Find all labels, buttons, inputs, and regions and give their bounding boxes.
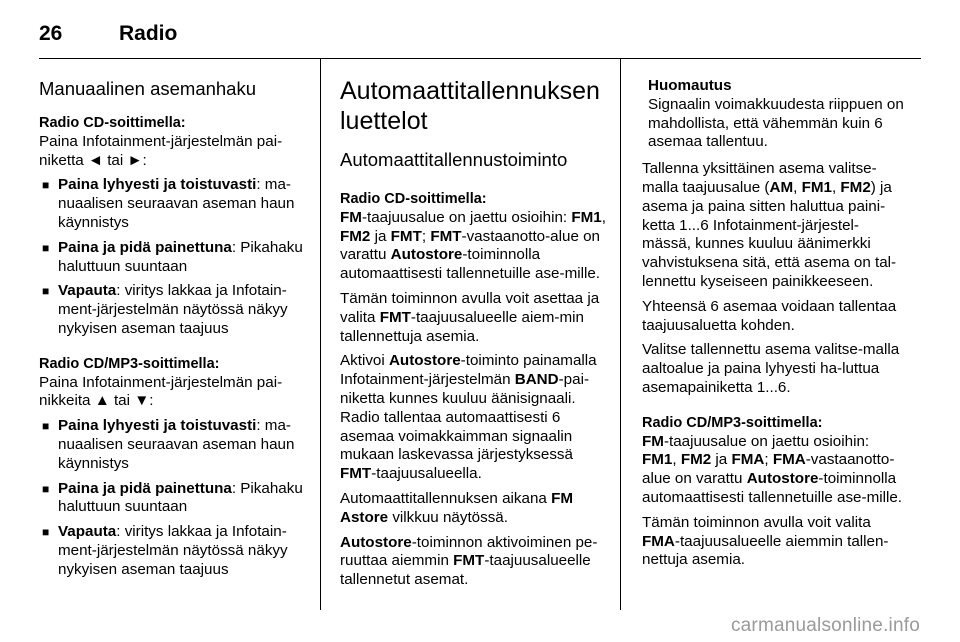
autostore-lists-title: Automaattitallennuksen luettelot	[340, 77, 600, 135]
page-number: 26	[39, 22, 63, 45]
page-header	[39, 14, 177, 54]
list-item: ■ Paina ja pidä painettuna: Pikahaku haluttuun suuntaan	[42, 479, 303, 516]
bullet-icon: ■	[42, 481, 50, 496]
column-divider-2	[620, 58, 621, 610]
note-text: Signaalin voimakkuudesta riippuen on mahdollista, että vähemmän kuin 6 asemaa tallentuu.	[648, 95, 904, 151]
paragraph: Tämän toiminnon avulla voit asettaa ja valita FMT-taajuusalueelle aiem-min tallennettuja asemia.	[340, 289, 600, 345]
radio-cd-mp3-list	[39, 417, 309, 579]
radio-cd-subheading: Radio CD-soittimella:	[340, 191, 487, 207]
paragraph: Automaattitallennuksen aikana FM Astore vilkkuu näytössä.	[340, 489, 574, 526]
column-3	[642, 58, 907, 576]
column-2	[340, 58, 608, 596]
bullet-icon: ■	[42, 284, 50, 299]
list-item: ■ Paina ja pidä painettuna: Pikahaku haluttuun suuntaan	[42, 238, 303, 275]
paragraph: FM-taajuusalue on jaettu osioihin: FM1, FM2 ja FMA; FMA-vastaanotto-alue on varattu Autostore-toiminnolla automaattisesti tallennetuille ase-mille.	[642, 432, 903, 506]
manual-search-heading: Manuaalinen asemanhaku	[39, 78, 257, 99]
list-item: ■ Paina lyhyesti ja toistuvasti: ma-nuaalisen seuraavan aseman haun käynnistys	[42, 417, 295, 472]
bullet-icon: ■	[42, 240, 50, 255]
paragraph: Autostore-toiminnon aktivoiminen pe-ruuttaa aiemmin FMT-taajuusalueelle tallennetut asemat.	[340, 533, 598, 589]
column-divider-1	[320, 58, 321, 610]
radio-cd-subheading: Radio CD-soittimella:	[39, 115, 186, 131]
watermark: carmanualsonline.info	[730, 615, 920, 636]
radio-cd-mp3-subheading: Radio CD/MP3-soittimella:	[642, 414, 823, 431]
radio-cd-mp3-intro: Paina Infotainment-järjestelmän pai-nikkeita ▲ tai ▼:	[39, 373, 283, 410]
note-box	[642, 77, 907, 152]
bullet-icon: ■	[42, 525, 50, 540]
radio-cd-mp3-subheading: Radio CD/MP3-soittimella:	[39, 355, 220, 372]
bullet-icon: ■	[42, 178, 50, 193]
section-title: Radio	[119, 22, 178, 45]
autostore-function-subtitle: Automaattitallennustoiminto	[340, 149, 568, 170]
list-item: ■ Vapauta: viritys lakkaa ja Infotain-ment-järjestelmän näytössä näkyy nykyisen aseman taajuus	[42, 282, 288, 337]
radio-cd-intro: Paina Infotainment-järjestelmän pai-niketta ◄ tai ►:	[39, 132, 283, 169]
column-1	[39, 58, 309, 586]
paragraph: Aktivoi Autostore-toiminto painamalla Infotainment-järjestelmän BAND-pai-niketta kunnes kuuluu äänisignaali. Radio tallentaa automaattisesti 6 asemaa voimakkaimman signaalin mukaan laskevassa järjestyksessä FMT-taajuusalueella.	[340, 352, 597, 483]
paragraph: Valitse tallennettu asema valitse-malla aaltoalue ja paina lyhyesti ha-luttua asemapainiketta 1...6.	[642, 341, 900, 396]
paragraph: FM-taajuusalue on jaettu osioihin: FM1, FM2 ja FMT; FMT-vastaanotto-alue on varattu Autostore-toiminnolla automaattisesti tallennetuille ase-mille.	[340, 208, 606, 283]
paragraph: Tämän toiminnon avulla voit valita FMA-taajuusalueelle aiemmin tallen-nettuja asemia.	[642, 513, 889, 569]
list-item: ■ Vapauta: viritys lakkaa ja Infotain-ment-järjestelmän näytössä näkyy nykyisen aseman taajuus	[42, 523, 288, 578]
list-item: ■ Paina lyhyesti ja toistuvasti: ma-nuaalisen seuraavan aseman haun käynnistys	[42, 176, 295, 231]
paragraph: Yhteensä 6 asemaa voidaan tallentaa taajuusaluetta kohden.	[642, 297, 897, 334]
radio-cd-list	[39, 176, 309, 338]
paragraph: Tallenna yksittäinen asema valitse-malla taajuusalue (AM, FM1, FM2) ja asema ja paina sitten haluttua paini-ketta 1...6 Infotainment-järjestel-mässä, kunnes kuuluu äänimerkki vahvistuksena sitä, että asema on tal-lennettu kyseiseen painikkeeseen.	[642, 160, 897, 290]
bullet-icon: ■	[42, 419, 50, 434]
note-title: Huomautus	[648, 77, 732, 94]
